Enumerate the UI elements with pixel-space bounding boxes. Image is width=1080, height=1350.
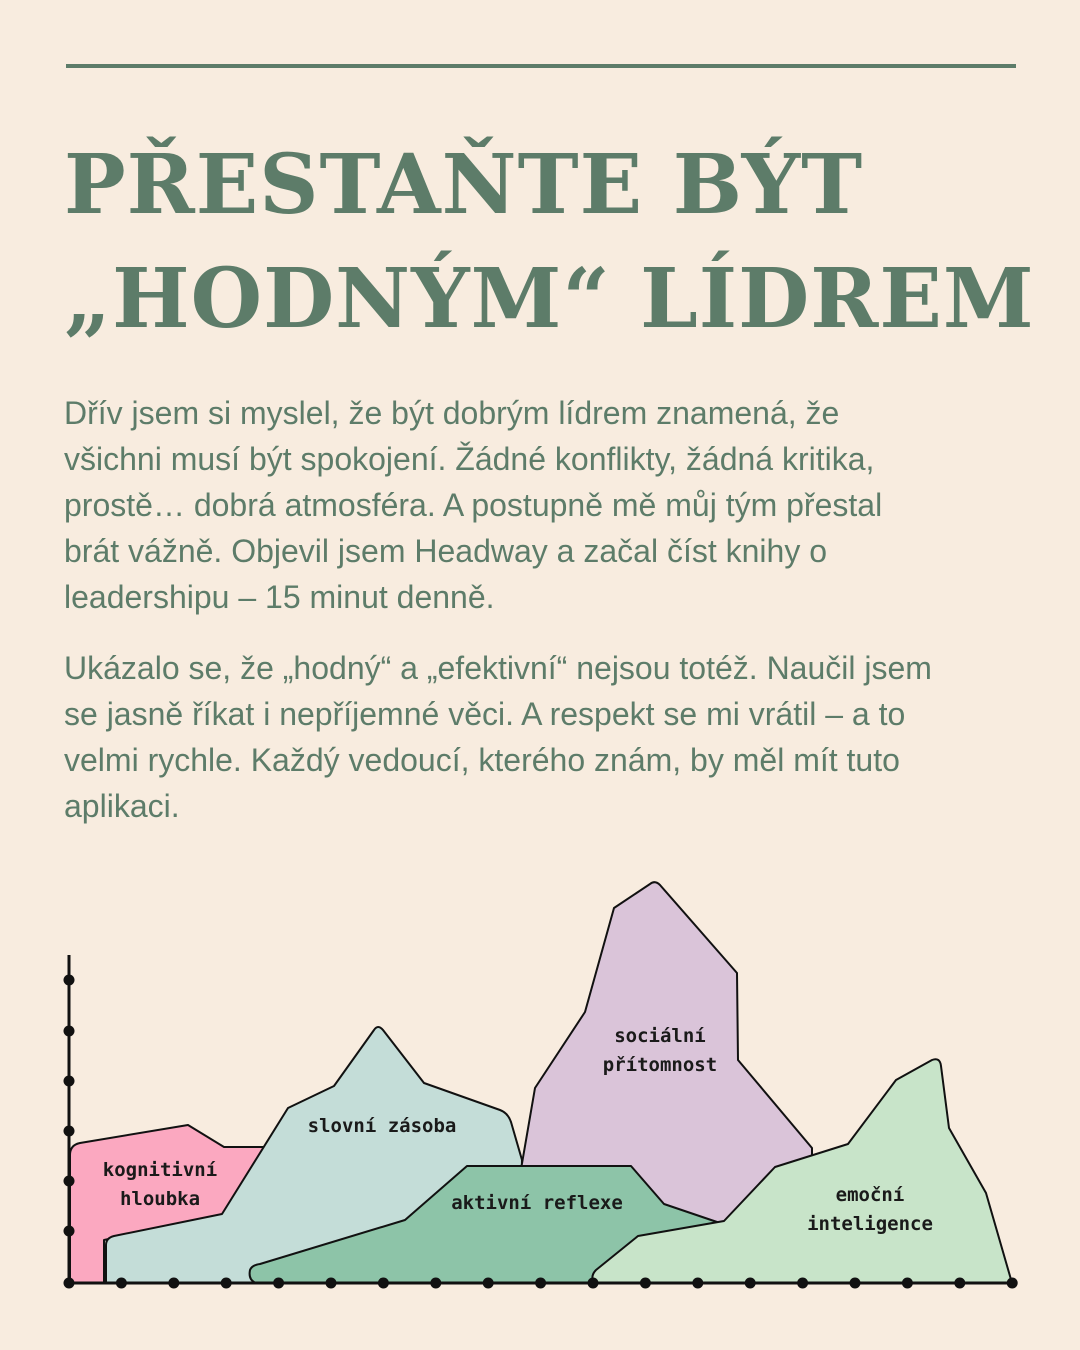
label-kognitivni-line-2: hloubka [119,1188,201,1210]
x-axis-tick [116,1278,127,1289]
x-axis-tick [745,1278,756,1289]
x-axis-tick [850,1278,861,1289]
title-line-1: PŘESTAŇTE BÝT [64,137,864,233]
x-axis-tick [797,1278,808,1289]
x-axis-tick [535,1278,546,1289]
label-socialni-line-1: sociální [614,1025,706,1047]
y-axis-tick [64,1176,75,1187]
y-axis-tick [64,1076,75,1087]
label-slovni-zasoba: slovní zásoba [307,1115,457,1137]
y-axis-tick [64,1026,75,1037]
x-axis-tick [1007,1278,1018,1289]
label-emocni-line-2: inteligence [807,1213,933,1235]
label-socialni-line-2: přítomnost [602,1054,718,1076]
top-divider-line [66,64,1016,68]
x-axis-tick [378,1278,389,1289]
x-axis-tick [588,1278,599,1289]
x-axis-tick [168,1278,179,1289]
label-emocni-line-1: emoční [835,1184,905,1206]
intro-paragraph: Dřív jsem si myslel, že být dobrým lídrem znamená, že všichni musí být spokojení. Žádné konflikty, žádná kritika, prostě… dobrá atmosféra. A postupně mě můj tým přestal brát vážně. Objevil jsem Headway a začal číst knihy o leadershipu – 15 minut denně. [64,395,883,615]
x-axis-tick [954,1278,965,1289]
page-title [64,128,1035,356]
x-axis-tick [221,1278,232,1289]
x-axis-tick [273,1278,284,1289]
label-kognitivni-line-1: kognitivní [102,1159,218,1181]
y-axis-tick [64,1126,75,1137]
x-axis-tick [483,1278,494,1289]
skills-mountain-illustration [0,860,1080,1310]
y-axis-tick [64,1226,75,1237]
x-axis-tick [692,1278,703,1289]
label-aktivni-reflexe: aktivní reflexe [451,1192,623,1214]
x-axis-tick [326,1278,337,1289]
title-line-2: „HODNÝM“ LÍDREM [64,251,1035,347]
x-axis-tick [430,1278,441,1289]
x-axis-tick [64,1278,75,1289]
y-axis-tick [64,975,75,986]
conclusion-paragraph: Ukázalo se, že „hodný“ a „efektivní“ nejsou totéž. Naučil jsem se jasně říkat i nepříjemné věci. A respekt se mi vrátil – a to velmi rychle. Každý vedoucí, kterého znám, by měl mít tuto aplikaci. [64,650,932,824]
x-axis-tick [902,1278,913,1289]
x-axis-tick [640,1278,651,1289]
